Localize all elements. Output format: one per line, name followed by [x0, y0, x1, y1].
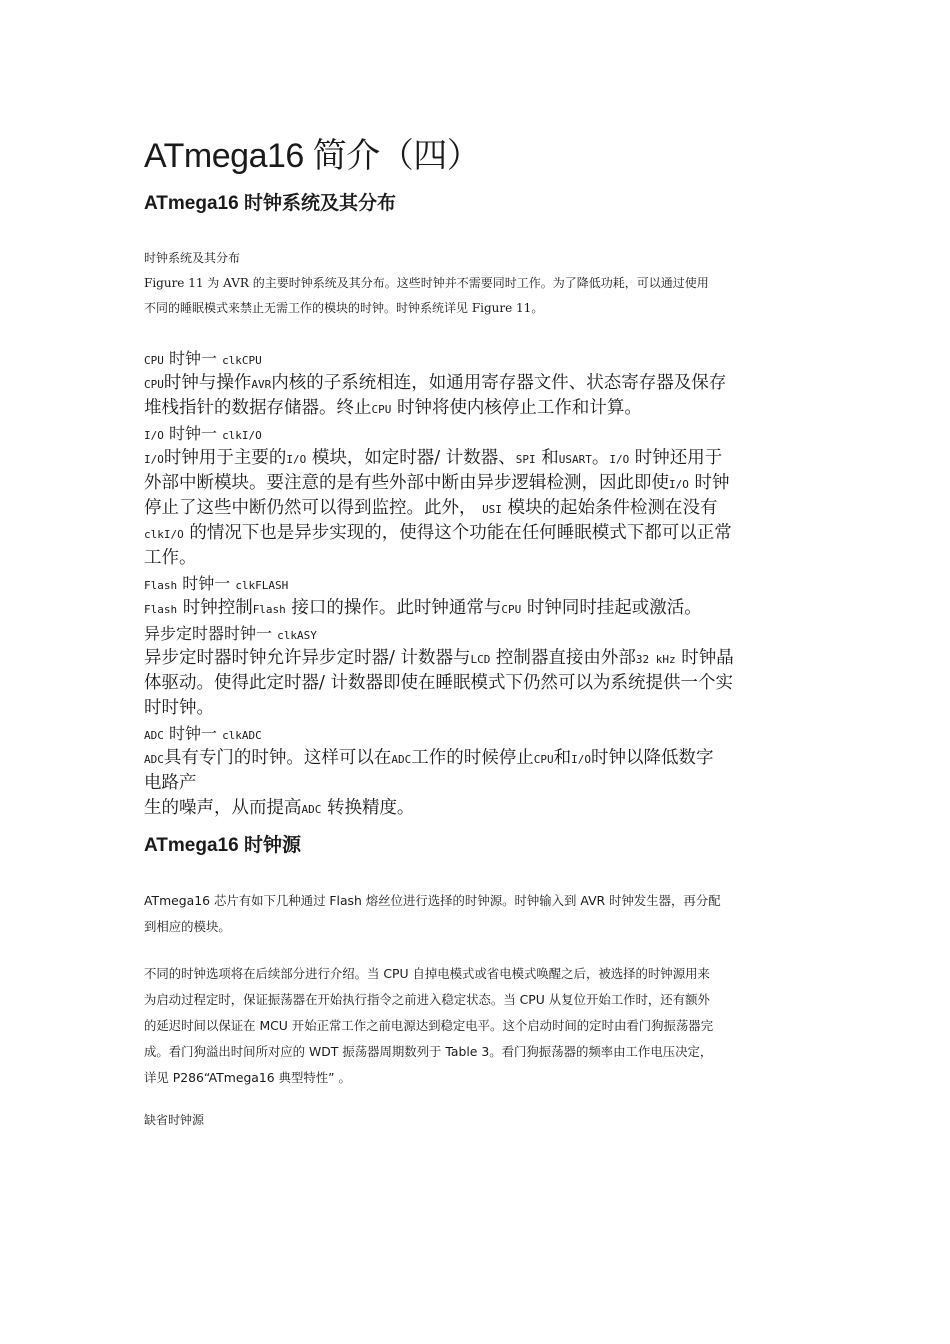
clock-term: CPU — [533, 753, 554, 766]
page-title: ATmega16 简介（四） — [144, 137, 481, 175]
clock-description-text: 。 — [591, 448, 610, 468]
clock-description-text: 异步定时器时钟允许异步定时器/ 计数器与 — [144, 648, 471, 668]
clock-description-text: 转换精度。 — [321, 798, 415, 818]
clock-term: I/O — [286, 453, 307, 466]
clock-term: CPU — [144, 378, 164, 391]
clock-description-line — [144, 396, 808, 421]
para2-line-4: 成。看门狗溢出时间所对应的 WDT 振荡器周期数列于 Table 3。看门狗振荡器的频率由工作电压决定， — [144, 1044, 713, 1059]
clock-description-line — [144, 796, 808, 821]
clock-description-text: 工作的时候停止 — [411, 748, 534, 768]
clock-term: Flash — [144, 603, 178, 616]
para2-line-5: 详见 P286“ATmega16 典型特性” 。 — [144, 1070, 351, 1085]
clock-description-line — [144, 646, 808, 671]
clock-description-line — [144, 496, 808, 521]
clock-heading — [144, 346, 808, 371]
clock-heading-text: 时钟一 — [163, 349, 223, 368]
intro-line-2: 不同的睡眠模式来禁止无需工作的模块的时钟。时钟系统详见 Figure 11。 — [144, 301, 544, 315]
clock-term: Flash — [144, 579, 178, 592]
clock-term: CPU — [371, 403, 392, 416]
clock-heading-text: 时钟一 — [177, 574, 236, 593]
clock-description-text: 的情况下也是异步实现的，使得这个功能在任何睡眠模式下都可以正常 — [183, 523, 732, 543]
clock-heading-text: 时钟一 — [163, 724, 223, 743]
clock-term: ADC — [144, 729, 164, 742]
section-heading-clock-system: ATmega16 时钟系统及其分布 — [144, 193, 396, 214]
clock-description-line — [144, 596, 808, 621]
para2-line-3: 的延迟时间以保证在 MCU 开始正常工作之前电源达到稳定电平。这个启动时间的定时由看门狗振荡器完 — [144, 1018, 714, 1033]
clock-description-text: 控制器直接由外部 — [490, 648, 636, 668]
clock-description-text: 时时钟。 — [144, 698, 214, 718]
clock-heading — [144, 571, 808, 596]
default-clock-source-label: 缺省时钟源 — [144, 1113, 205, 1127]
clock-heading-text: 时钟一 — [163, 424, 223, 443]
clock-sources-paragraph-2 — [144, 961, 808, 1091]
clock-description-text: 和 — [535, 448, 559, 468]
clock-term: clkASY — [277, 629, 317, 642]
clock-term: clkFLASH — [235, 579, 289, 592]
clock-description-text: 时钟将使内核停止工作和计算。 — [391, 398, 642, 418]
para1-line-2: 到相应的模块。 — [144, 919, 231, 934]
clock-term: USI — [482, 503, 502, 516]
clock-term: Flash — [252, 603, 286, 616]
clock-description-line — [144, 771, 808, 796]
clock-term: I/O — [144, 453, 164, 466]
clock-description-text: 堆栈指针的数据存储器。终止 — [144, 398, 372, 418]
clock-term: CPU — [144, 354, 164, 367]
clock-description-text: 时钟还用于 — [629, 448, 723, 468]
clock-sources-paragraph-1 — [144, 888, 808, 940]
clock-description-text: 工作。 — [144, 548, 197, 568]
clock-term: clkI/O — [144, 528, 184, 541]
clock-description-text: 模块的起始条件检测在没有 — [501, 498, 718, 518]
clock-description-line — [144, 471, 808, 496]
clock-description-line — [144, 521, 808, 546]
clock-description-text: 内核的子系统相连，如通用寄存器文件、状态寄存器及保存 — [271, 373, 727, 393]
clock-term: I/O — [144, 429, 164, 442]
section-heading-clock-sources: ATmega16 时钟源 — [144, 835, 301, 856]
clock-term: I/O — [571, 753, 591, 766]
clock-description-text: 体驱动。使得此定时器/ 计数器即使在睡眠模式下仍然可以为系统提供一个实 — [144, 673, 733, 693]
clock-description-text: 生的噪声，从而提高 — [144, 798, 302, 818]
clock-description-text: 时钟 — [688, 473, 730, 493]
clock-description-line — [144, 446, 808, 471]
clock-description-text: 时钟与操作 — [163, 373, 252, 393]
clock-description-text: 具有专门的时钟。这样可以在 — [163, 748, 392, 768]
clock-description-text: 时钟用于主要的 — [163, 448, 287, 468]
clock-term: clkADC — [222, 729, 262, 742]
clock-heading — [144, 721, 808, 746]
clock-term: AVR — [251, 378, 272, 391]
clock-description-text: 模块，如定时器/ 计数器、 — [306, 448, 516, 468]
para1-line-1: ATmega16 芯片有如下几种通过 Flash 熔丝位进行选择的时钟源。时钟输入到 AVR 时钟发生器，再分配 — [144, 893, 721, 908]
clock-heading — [144, 421, 808, 446]
clock-description-text: 时钟控制 — [177, 598, 253, 618]
para2-line-2: 为启动过程定时，保证振荡器在开始执行指令之前进入稳定状态。当 CPU 从复位开始工作时，还有额外 — [144, 992, 710, 1007]
clock-description-text: 接口的操作。此时钟通常与 — [285, 598, 502, 618]
clock-term: I/O — [669, 478, 689, 491]
clock-term: ADC — [144, 753, 164, 766]
clock-term: LCD — [470, 653, 491, 666]
clock-description-text: 时钟同时挂起或激活。 — [521, 598, 702, 618]
intro-line-1: Figure 11 为 AVR 的主要时钟系统及其分布。这些时钟并不需要同时工作。为了降低功耗，可以通过使用 — [144, 276, 709, 290]
clock-descriptions — [144, 346, 808, 821]
para2-line-1: 不同的时钟选项将在后续部分进行介绍。当 CPU 自掉电模式或省电模式唤醒之后，被选择的时钟源用来 — [144, 966, 710, 981]
clock-term: ADC — [301, 803, 322, 816]
clock-term: CPU — [501, 603, 522, 616]
clock-description-text: 电路产 — [144, 773, 197, 793]
clock-description-text: 停止了这些中断仍然可以得到监控。此外， — [144, 498, 483, 518]
clock-description-line — [144, 371, 808, 396]
clock-description-line — [144, 546, 808, 571]
clock-description-line — [144, 746, 808, 771]
clock-term: USART — [558, 453, 592, 466]
clock-description-text: 外部中断模块。要注意的是有些外部中断由异步逻辑检测，因此即使 — [144, 473, 669, 493]
clock-term: clkI/O — [222, 429, 262, 442]
clock-description-line — [144, 671, 808, 696]
clock-description-text: 时钟晶 — [675, 648, 734, 668]
intro-label: 时钟系统及其分布 — [144, 251, 241, 265]
clock-heading — [144, 621, 808, 646]
clock-system-intro — [144, 246, 808, 321]
clock-heading-text: 异步定时器时钟一 — [144, 624, 278, 643]
clock-term: clkCPU — [222, 354, 262, 367]
clock-description-line — [144, 696, 808, 721]
clock-term: I/O — [609, 453, 630, 466]
clock-description-text: 和 — [553, 748, 572, 768]
clock-term: ADC — [391, 753, 412, 766]
clock-term: SPI — [515, 453, 536, 466]
clock-term: 32 kHz — [635, 653, 676, 666]
clock-description-text: 时钟以降低数字 — [591, 748, 714, 768]
